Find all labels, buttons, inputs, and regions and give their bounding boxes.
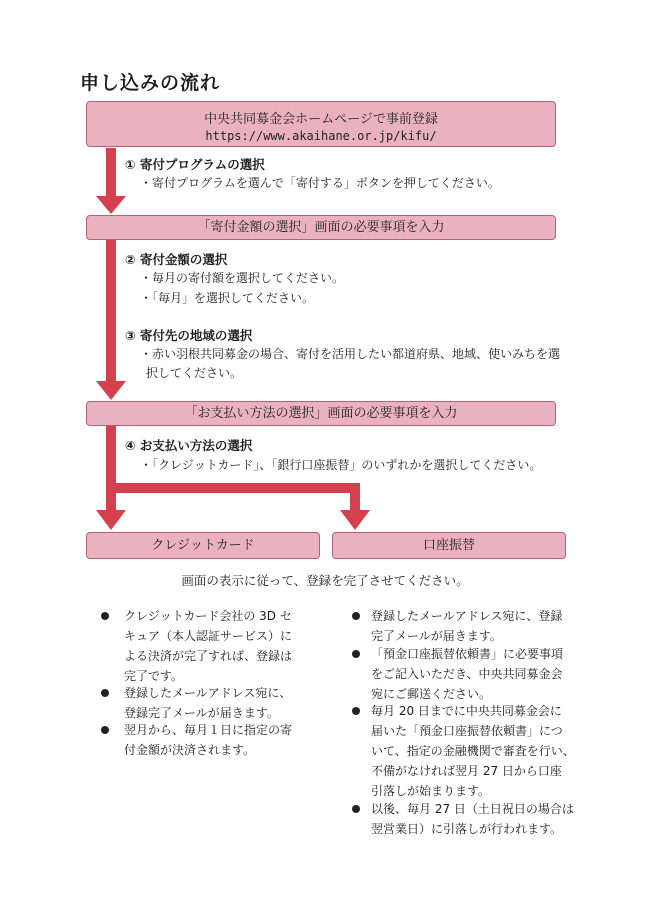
right-note-3-line-3: いて、指定の金融機関で審査を行い、	[371, 744, 575, 758]
step1-heading: ① 寄付プログラムの選択	[125, 157, 265, 172]
right-note-4-line-2: 翌営業日）に引落しが行われます。	[371, 822, 563, 836]
arrow-head-1	[96, 196, 126, 214]
bullet-icon	[101, 726, 109, 734]
arrow-shaft-2	[106, 240, 116, 383]
arrow-shaft-4	[350, 483, 360, 512]
arrow-head-4	[340, 510, 370, 530]
completion-note: 画面の表示に従って、登録を完了させてください。	[181, 573, 469, 588]
bullet-icon	[352, 612, 360, 620]
step2-heading: ② 寄付金額の選択	[125, 252, 228, 267]
right-note-2-line-2: をご記入いただき、中央共同募金会	[371, 667, 563, 681]
step4-line-1: ・「クレジットカード」、「銀行口座振替」のいずれかを選択してください。	[140, 458, 542, 472]
step2-line-1: ・毎月の寄付額を選択してください。	[140, 271, 345, 285]
bullet-icon	[352, 707, 360, 715]
left-note-1-line-1: クレジットカード会社の 3D セ	[124, 609, 292, 623]
right-note-3-line-5: 引落しが始まります。	[371, 784, 491, 798]
arrow-branch	[106, 483, 360, 493]
bullet-icon	[352, 650, 360, 658]
step1-line-1: ・寄付プログラムを選んで「寄付する」ボタンを押してください。	[140, 176, 500, 190]
left-note-3-line-2: 付金額が決済されます。	[124, 743, 256, 757]
box-payment-input	[86, 401, 556, 426]
right-note-2-line-3: 宛にご郵送ください。	[371, 687, 492, 701]
step3-line-1: ・赤い羽根共同募金の場合、寄付を活用したい都道府県、地域、使いみちを選	[140, 347, 561, 361]
box-credit-card	[86, 532, 320, 559]
step2-line-2: ・「毎月」を選択してください。	[140, 291, 315, 305]
bullet-icon	[352, 805, 360, 813]
step4-heading: ④ お支払い方法の選択	[125, 438, 253, 453]
box-credit-card-label: クレジットカード	[151, 538, 255, 553]
left-note-3-line-1: 翌月から、毎月１日に指定の寄	[124, 723, 293, 737]
left-note-1-line-3: よる決済が完了すれば、登録は	[124, 649, 293, 663]
box-payment-input-label: 「お支払い方法の選択」画面の必要事項を入力	[184, 406, 458, 421]
left-note-1-line-4: 完了です。	[124, 669, 184, 683]
box-bank-transfer-label: 口座振替	[422, 538, 475, 553]
right-note-1-line-1: 登録したメールアドレス宛に、登録	[371, 609, 563, 623]
left-note-1-line-2: キュア（本人認証サービス）に	[124, 629, 293, 643]
arrow-shaft-3	[106, 426, 116, 512]
bullet-icon	[101, 689, 109, 697]
bullet-icon	[101, 612, 109, 620]
arrow-shaft-1	[106, 148, 116, 198]
left-note-2-line-2: 登録完了メールが届きます。	[124, 706, 279, 720]
right-note-2-line-1: 「預金口座振替依頼書」に必要事項	[371, 647, 564, 661]
right-note-1-line-2: 完了メールが届きます。	[371, 629, 502, 643]
step3-heading: ③ 寄付先の地域の選択	[125, 328, 253, 343]
box-pre-registration	[86, 101, 556, 147]
box-amount-input-label: 「寄付金額の選択」画面の必要事項を入力	[197, 220, 445, 235]
right-note-3-line-1: 毎月 20 日までに中央共同募金会に	[371, 704, 562, 718]
box-pre-registration-label: 中央共同募金会ホームページで事前登録	[204, 112, 438, 127]
page-title: 申し込みの流れ	[80, 72, 221, 94]
box-pre-registration-url: https://www.akaihane.or.jp/kifu/	[205, 129, 437, 143]
arrow-head-2	[96, 381, 126, 400]
left-note-2-line-1: 登録したメールアドレス宛に、	[124, 686, 292, 700]
box-bank-transfer	[332, 532, 566, 559]
right-note-3-line-4: 不備がなければ翌月 27 日から口座	[371, 764, 562, 778]
box-amount-input	[86, 215, 556, 240]
arrow-head-3	[96, 510, 126, 530]
right-note-4-line-1: 以後、毎月 27 日（土日祝日の場合は	[371, 802, 574, 816]
step3-line-2: 択してください。	[146, 366, 243, 380]
right-note-3-line-2: 届いた「預金口座振替依頼書」につ	[371, 724, 563, 738]
